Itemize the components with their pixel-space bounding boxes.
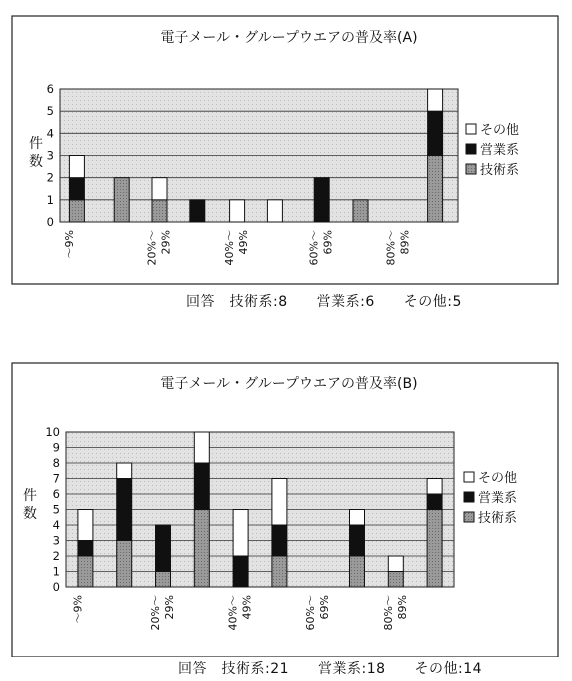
x-tick-label: 40%〜 (223, 230, 237, 266)
x-tick-label: 〜9% (62, 230, 76, 259)
x-tick-label: 29% (163, 595, 176, 620)
bar-segment (152, 178, 167, 200)
legend-swatch (464, 472, 474, 482)
y-tick-label: 2 (46, 170, 54, 185)
bar-segment (267, 200, 282, 222)
bar-segment (427, 510, 442, 588)
x-tick-label: 69% (321, 230, 335, 255)
chart-title: 電子メール・グループウエアの普及率(A) (160, 30, 418, 46)
bar-segment (427, 479, 442, 495)
legend-label: その他 (480, 123, 520, 138)
y-tick-label: 6 (46, 82, 54, 96)
x-tick-label: 49% (240, 595, 254, 620)
bar-segment (428, 156, 443, 223)
x-tick-label: 89% (398, 230, 412, 255)
x-tick-label: 80%〜 (381, 595, 395, 631)
bar-segment (388, 572, 403, 588)
legend-label: その他 (478, 471, 518, 486)
chart-a (0, 0, 572, 310)
x-tick-label: 40%〜 (226, 595, 240, 631)
legend (460, 117, 540, 183)
bar-segment (114, 178, 129, 222)
bar-segment (350, 510, 365, 526)
legend (458, 465, 538, 531)
bar-segment (194, 463, 209, 510)
bar-segment (272, 479, 287, 526)
bar-segment (156, 525, 171, 572)
chart-panel-b (0, 345, 572, 681)
bar-segment (428, 111, 443, 155)
bar-segment (190, 200, 205, 222)
y-tick-label: 1 (46, 192, 54, 207)
bar-segment (156, 572, 171, 588)
legend-swatch (466, 164, 476, 174)
y-tick-label: 3 (46, 148, 54, 163)
legend-swatch (466, 144, 476, 154)
y-tick-label: 9 (52, 440, 60, 455)
chart-title: 電子メール・グループウエアの普及率(B) (160, 376, 418, 392)
y-tick-label: 4 (46, 126, 54, 141)
y-tick-label: 10 (45, 425, 60, 439)
y-axis-label-char: 件 (29, 136, 43, 152)
bar-segment (350, 525, 365, 556)
legend-label: 営業系 (480, 143, 520, 158)
y-axis-label-char: 件 (23, 488, 37, 504)
bar-segment (117, 541, 132, 588)
legend-swatch (464, 512, 474, 522)
bar-segment (230, 200, 245, 222)
x-tick-label: 89% (395, 595, 409, 620)
legend-swatch (464, 492, 474, 502)
summary-a: 回答 技術系:8 営業系:6 その他:5 (186, 294, 462, 310)
bar-segment (272, 556, 287, 587)
bar-segment (233, 556, 248, 587)
y-tick-label: 1 (52, 564, 60, 579)
y-tick-label: 3 (52, 533, 60, 548)
bar-segment (152, 200, 167, 222)
bar-segment (69, 156, 84, 178)
bar-segment (350, 556, 365, 587)
legend-label: 技術系 (478, 511, 518, 526)
x-tick-label: 20%〜 (145, 230, 159, 266)
bar-segment (194, 432, 209, 463)
y-axis-label-char: 数 (29, 154, 43, 170)
x-tick-label: 49% (237, 230, 251, 255)
y-tick-label: 0 (52, 580, 60, 594)
y-tick-label: 5 (52, 502, 60, 517)
y-tick-label: 7 (52, 471, 60, 486)
x-tick-label: 69% (318, 595, 332, 620)
bar-segment (69, 200, 84, 222)
x-tick-label: 80%〜 (384, 230, 398, 266)
legend-swatch (466, 124, 476, 134)
bar-segment (194, 510, 209, 588)
bar-segment (427, 494, 442, 510)
bar-segment (314, 178, 329, 222)
bar-segment (388, 556, 403, 572)
y-tick-label: 4 (52, 518, 60, 532)
bar-segment (69, 178, 84, 200)
x-tick-label: 29% (159, 230, 173, 255)
y-tick-label: 2 (52, 549, 60, 563)
bar-segment (78, 541, 93, 557)
bar-segment (428, 89, 443, 111)
summary-b: 回答 技術系:21 営業系:18 その他:14 (178, 661, 483, 677)
y-tick-label: 8 (52, 456, 60, 470)
bar-segment (117, 463, 132, 479)
bar-segment (272, 525, 287, 556)
x-tick-label: 60%〜 (307, 230, 321, 266)
y-tick-label: 0 (46, 215, 54, 229)
bar-segment (78, 510, 93, 541)
x-tick-label: 〜9% (71, 595, 85, 624)
y-axis-label-char: 数 (23, 506, 37, 522)
legend-label: 営業系 (478, 491, 518, 506)
bar-segment (233, 510, 248, 557)
bar-segment (78, 556, 93, 587)
chart-panel-a (0, 0, 572, 340)
legend-label: 技術系 (480, 163, 520, 178)
bar-segment (117, 479, 132, 541)
x-tick-label: 20%〜 (149, 595, 162, 631)
y-tick-label: 6 (52, 487, 60, 501)
x-tick-label: 60%〜 (304, 595, 318, 631)
y-tick-label: 5 (46, 104, 54, 119)
chart-b (0, 345, 572, 657)
bar-segment (353, 200, 368, 222)
